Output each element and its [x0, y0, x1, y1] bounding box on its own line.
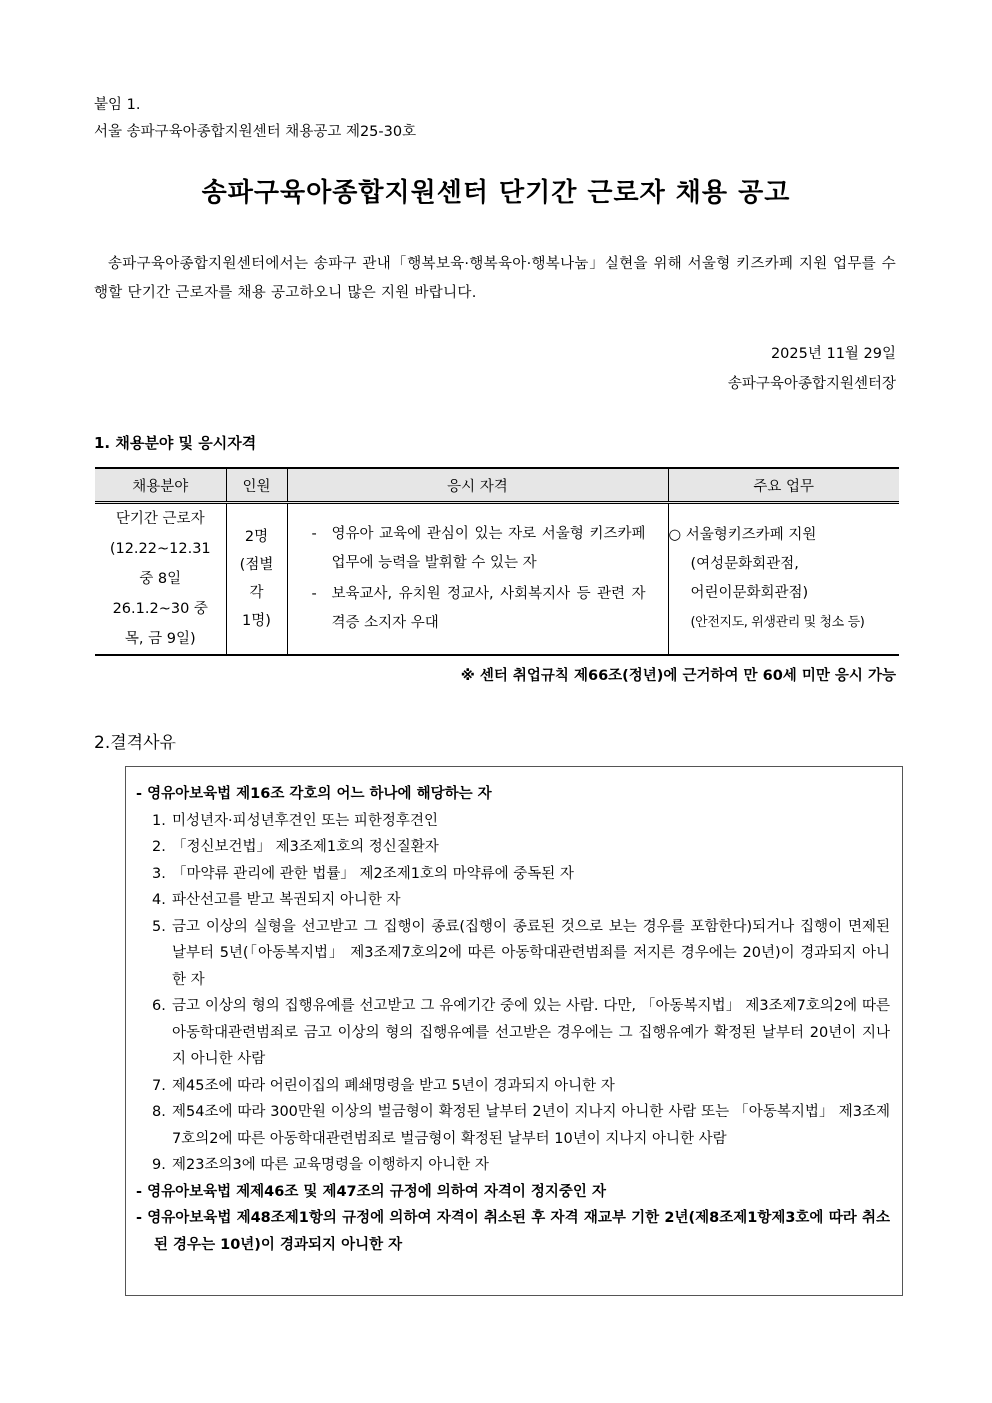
col-header-qualification: 응시 자격: [287, 468, 668, 503]
list-item: [136, 914, 890, 994]
duty-line: 어린이문화회관점): [690, 585, 809, 601]
item-number: 2.: [152, 839, 166, 855]
col-header-field: 채용분야: [95, 468, 226, 503]
item-text: 파산선고를 받고 복권되지 아니한 자: [172, 892, 401, 908]
col-header-count: 인원: [226, 468, 287, 503]
field-line: 중 8일: [139, 571, 182, 587]
list-item: [136, 834, 890, 861]
list-item: [136, 1073, 890, 1100]
cell-duties: [668, 503, 899, 656]
col-header-duties: 주요 업무: [668, 468, 899, 503]
field-line: 26.1.2~30 중: [112, 601, 208, 617]
disqualification-extra-1: - 영유아보육법 제제46조 및 제47조의 규정에 의하여 자격이 정지중인 자: [136, 1183, 606, 1200]
intro-paragraph: 송파구육아종합지원센터에서는 송파구 관내「행복보육·행복육아·행복나눔」실현을 위해 서울형 키즈카페 지원 업무를 수행할 단기간 근로자를 채용 공고하오니 많은 지원 바랍니다.: [94, 256, 896, 301]
field-line: 목, 금 9일): [124, 631, 196, 647]
item-text: 미성년자·피성년후견인 또는 피한정후견인: [172, 812, 438, 829]
page-title: 송파구육아종합지원센터 단기간 근로자 채용 공고: [201, 178, 791, 208]
age-note: ※ 센터 취업규칙 제66조(정년)에 근거하여 만 60세 미만 응시 가능: [460, 668, 896, 684]
item-text: 금고 이상의 형의 집행유예를 선고받고 그 유예기간 중에 있는 사람. 다만, 「아동복지법」 제3조제7호의2에 따른 아동학대관련범죄로 금고 이상의 형의 집행유예를 선고받은 경우에는 그 집행유예가 확정된 날부터 20년이 지나지 아니한 사람: [172, 998, 890, 1067]
list-item: [136, 861, 890, 888]
dash-marker: -: [311, 586, 317, 602]
list-item: [136, 887, 890, 914]
cell-count: [226, 503, 287, 656]
item-number: 5.: [152, 918, 166, 935]
table-header-row: [95, 468, 899, 503]
item-text: 제23조의3에 따른 교육명령을 이행하지 아니한 자: [172, 1157, 489, 1173]
notice-date: 2025년 11월 29일: [770, 346, 896, 362]
item-number: 8.: [152, 1104, 166, 1120]
count-line: 각: [249, 585, 264, 601]
item-text: 제54조에 따라 300만원 이상의 벌금형이 확정된 날부터 2년이 지나지 아니한 사람 또는 「아동복지법」 제3조제7호의2에 따른 아동학대관련범죄로 벌금형이 확정된 날부터 10년이 지나지 아니한 사람: [172, 1104, 890, 1147]
item-number: 3.: [152, 865, 166, 882]
item-text: 「마약류 관리에 관한 법률」 제2조제1호의 마약류에 중독된 자: [172, 865, 574, 882]
notice-number: 서울 송파구육아종합지원센터 채용공고 제25-30호: [94, 124, 417, 140]
duty-line: ○ 서울형키즈카페 지원: [668, 527, 817, 543]
field-line: (12.22~12.31: [109, 541, 211, 557]
recruitment-table: [95, 467, 899, 656]
item-text: 제45조에 따라 어린이집의 폐쇄명령을 받고 5년이 경과되지 아니한 자: [172, 1077, 615, 1094]
list-item: [136, 993, 890, 1073]
section1-heading: 1. 채용분야 및 응시자격: [94, 434, 257, 452]
duty-line: (안전지도, 위생관리 및 청소 등): [690, 615, 865, 630]
attachment-label: 붙임 1.: [94, 97, 141, 113]
count-line: 1명): [242, 613, 271, 629]
dash-marker: -: [311, 526, 317, 542]
qualification-item: [312, 580, 646, 638]
list-item: [136, 1152, 890, 1179]
count-line: (점별: [239, 557, 274, 573]
qualification-item: [312, 520, 646, 578]
item-number: 4.: [152, 892, 166, 908]
qualification-list: [288, 520, 668, 638]
item-number: 7.: [152, 1077, 166, 1094]
section2-heading: 2.결격사유: [94, 733, 176, 753]
item-number: 9.: [152, 1157, 166, 1173]
item-number: 6.: [152, 998, 166, 1014]
disqualification-box: [125, 766, 903, 1296]
item-number: 1.: [152, 812, 166, 829]
qualification-text: 영유아 교육에 관심이 있는 자로 서울형 키즈카페 업무에 능력을 발휘할 수 있는 자: [331, 526, 646, 571]
table-row: [95, 503, 899, 656]
list-item: [136, 1099, 890, 1152]
disqualification-lead: - 영유아보육법 제16조 각호의 어느 하나에 해당하는 자: [136, 786, 492, 802]
issuer-name: 송파구육아종합지원센터장: [727, 376, 896, 392]
qualification-text: 보육교사, 유치원 정교사, 사회복지사 등 관련 자격증 소지자 우대: [331, 586, 646, 631]
duty-line: (여성문화회관점,: [690, 556, 799, 572]
field-line: 단기간 근로자: [115, 511, 205, 527]
cell-qualifications: [287, 503, 668, 656]
count-line: 2명: [244, 529, 269, 545]
item-text: 「정신보건법」 제3조제1호의 정신질환자: [172, 839, 439, 855]
list-item: [136, 808, 890, 835]
item-text: 금고 이상의 실형을 선고받고 그 집행이 종료(집행이 종료된 것으로 보는 경우를 포함한다)되거나 집행이 면제된 날부터 5년(「아동복지법」 제3조제7호의2에 따른 아동학대관련범죄를 저지른 경우에는 20년)이 경과되지 아니한 자: [172, 918, 890, 988]
cell-field: [95, 503, 226, 656]
disqualification-extra-2: - 영유아보육법 제48조제1항의 규정에 의하여 자격이 취소된 후 자격 재교부 기한 2년(제8조제1항제3호에 따라 취소된 경우는 10년)이 경과되지 아니한 자: [136, 1210, 890, 1253]
